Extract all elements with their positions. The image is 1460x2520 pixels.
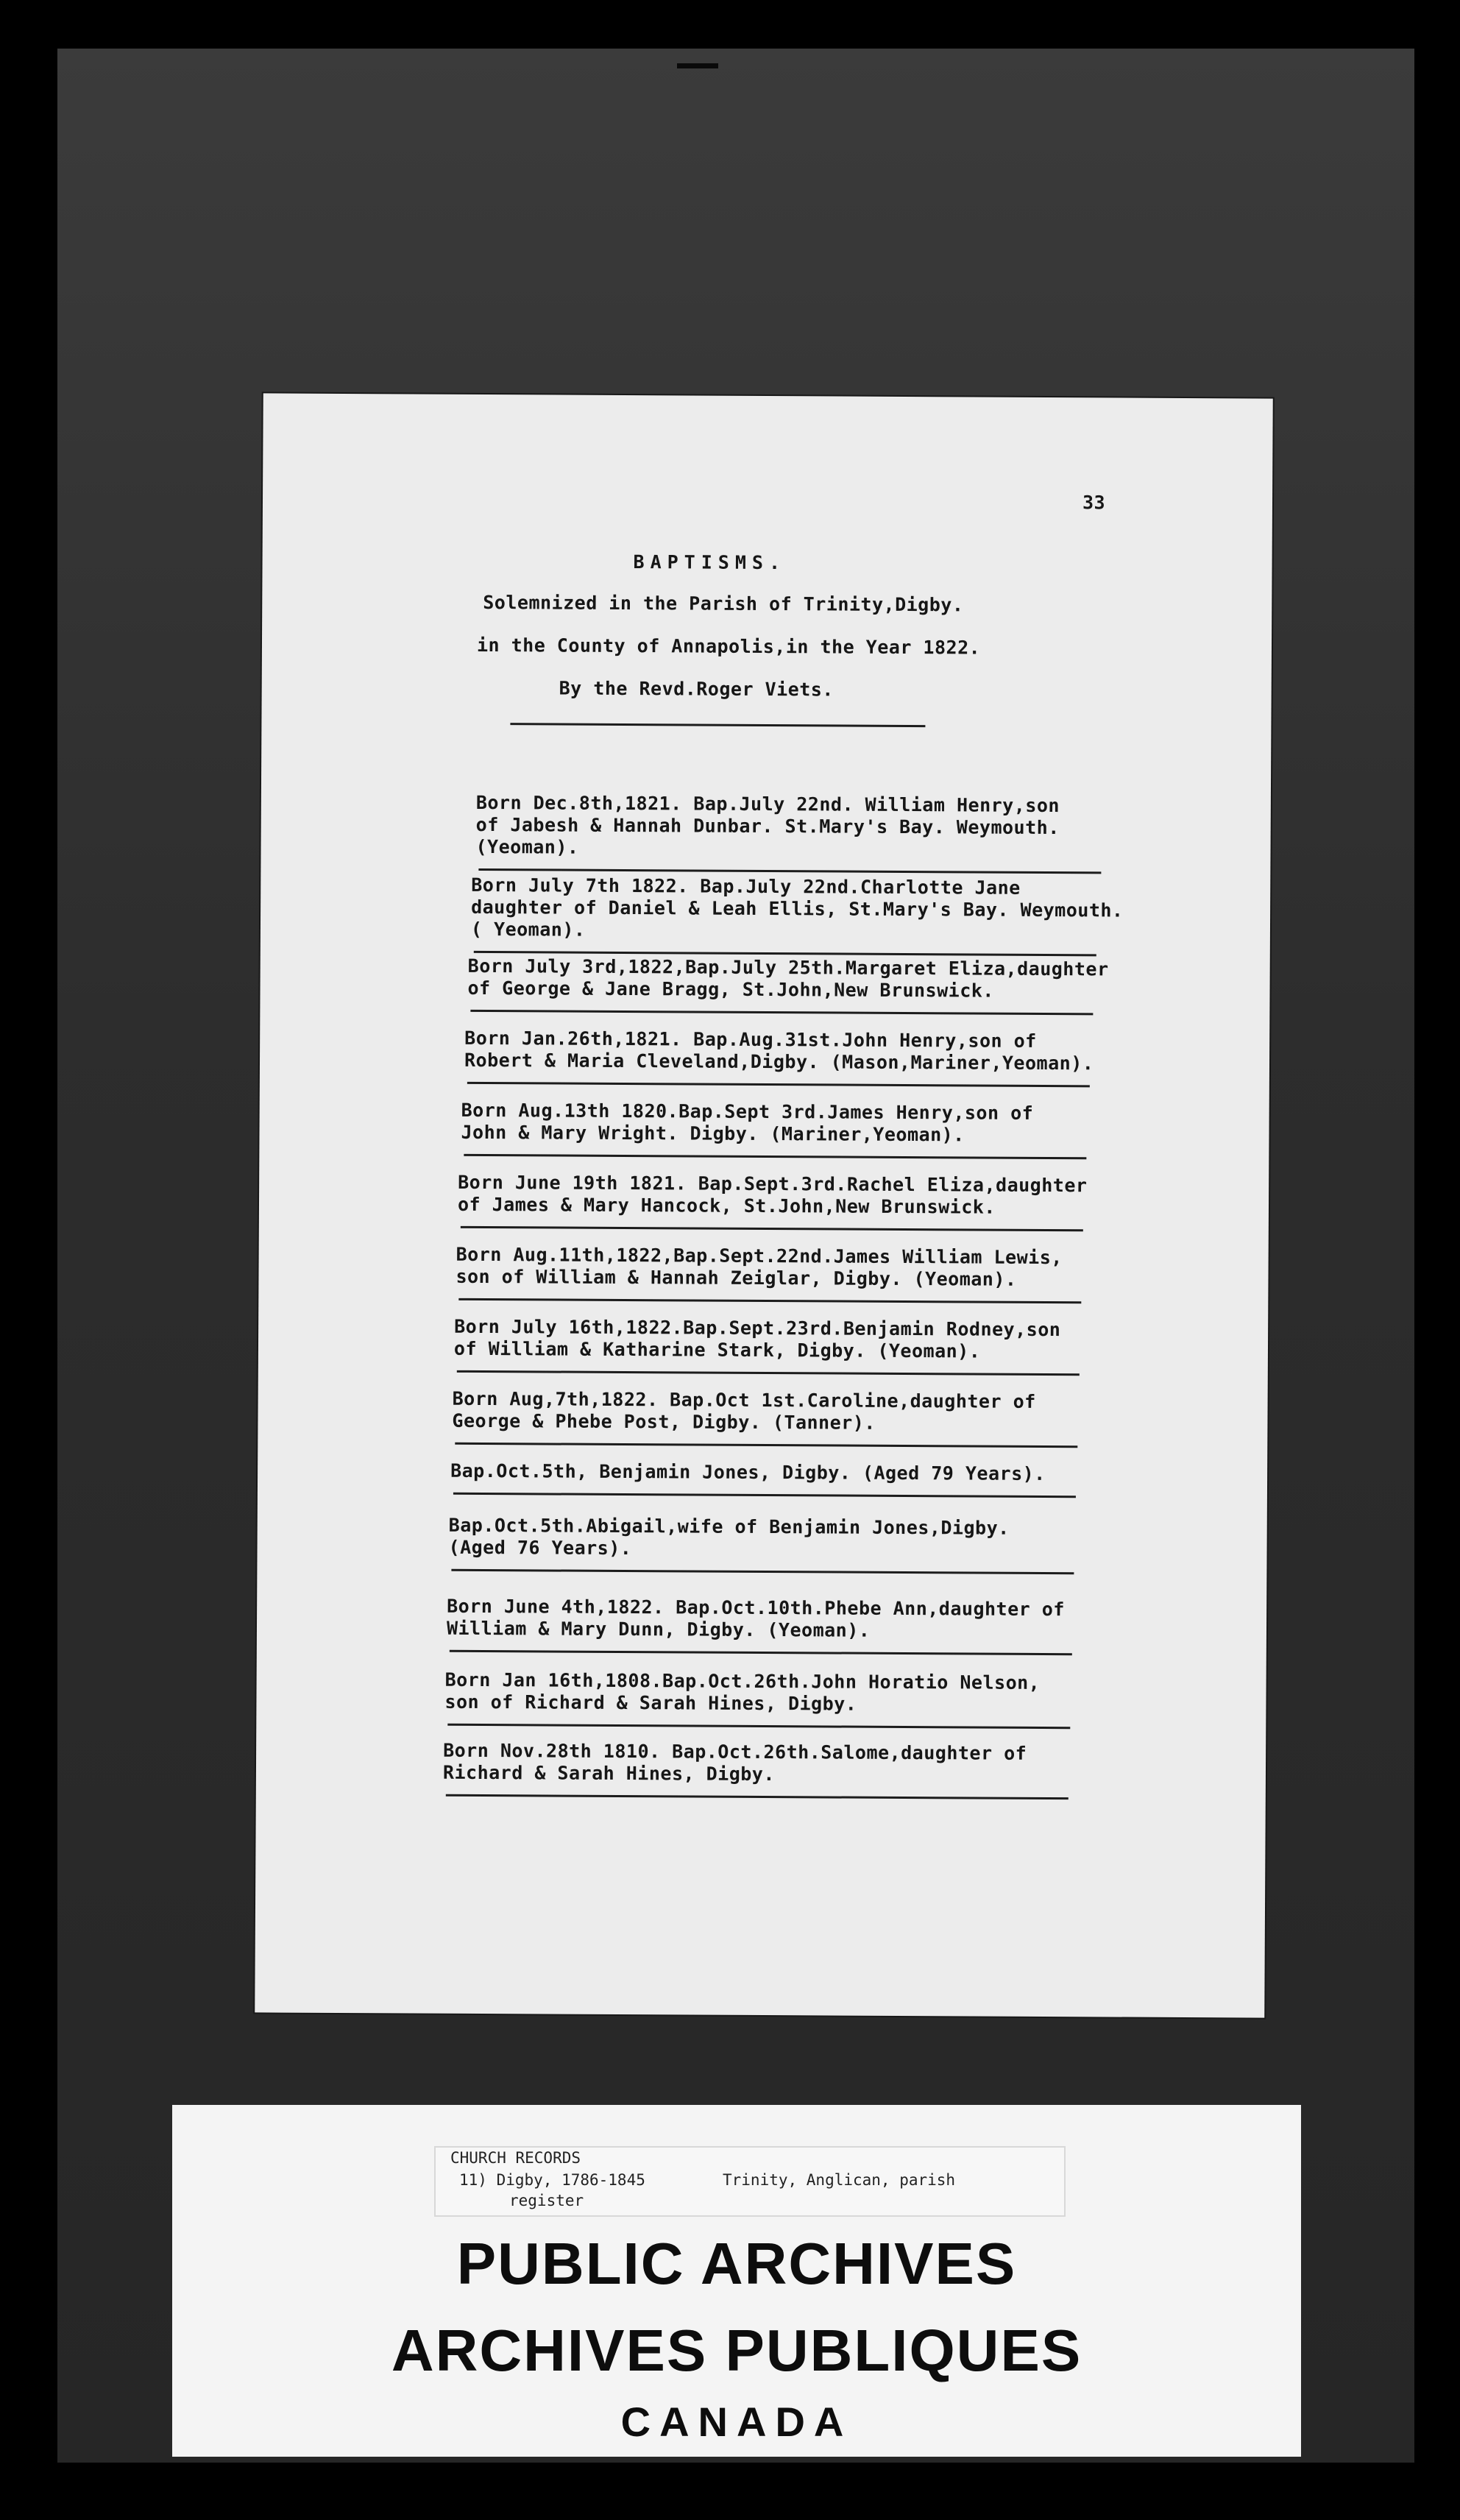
register-subtitle-county: in the County of Annapolis,in the Year 1822. (476, 634, 981, 659)
baptism-entry (450, 1460, 1046, 1485)
entry-line: of George & Jane Bragg, St.John,New Brunswick. (467, 977, 994, 1002)
entry-line: son of William & Hannah Zeiglar, Digby. (Yeoman). (456, 1265, 1017, 1290)
catalog-description: Trinity, Anglican, parish (723, 2171, 956, 2189)
baptism-entry (452, 1388, 1035, 1435)
film-notch (677, 63, 718, 68)
baptism-entry (458, 1172, 1088, 1219)
entry-separator-rule (470, 1010, 1093, 1015)
entry-line: Born Jan.26th,1821. Bap.Aug.31st.John Henry,son of (464, 1027, 1037, 1052)
entry-line: William & Mary Dunn, Digby. (Yeoman). (446, 1617, 871, 1641)
register-subtitle-minister: By the Revd.Roger Viets. (559, 677, 834, 701)
heading-rule (510, 723, 925, 727)
baptism-entry (456, 1244, 1063, 1291)
entry-separator-rule (455, 1443, 1077, 1448)
entry-line: Bap.Oct.5th.Abigail,wife of Benjamin Jones,Digby. (448, 1514, 1010, 1539)
entry-line: Robert & Maria Cleveland,Digby. (Mason,Mariner,Yeoman). (464, 1049, 1094, 1075)
entry-separator-rule (461, 1226, 1083, 1231)
archive-banner-country: CANADA (620, 2399, 853, 2445)
entry-line: Bap.Oct.5th, Benjamin Jones, Digby. (Aged 79 Years). (450, 1459, 1046, 1485)
baptism-entry (443, 1740, 1027, 1787)
entry-line: Born Aug,7th,1822. Bap.Oct 1st.Caroline,daughter of (452, 1387, 1036, 1412)
entry-separator-rule (447, 1724, 1070, 1729)
baptism-entry (471, 874, 1124, 944)
catalog-description-cont: register (509, 2192, 584, 2209)
baptism-entry (475, 792, 1060, 861)
catalog-card (434, 2146, 1066, 2217)
baptism-entry (464, 1027, 1094, 1075)
entry-line: of James & Mary Hancock, St.John,New Brunswick. (457, 1193, 996, 1218)
baptism-entry (444, 1669, 1040, 1716)
entry-line: of Jabesh & Hannah Dunbar. St.Mary's Bay. Weymouth. (475, 813, 1060, 839)
entry-line: Born Aug.13th 1820.Bap.Sept 3rd.James Henry,son of (461, 1099, 1034, 1124)
entry-line: Born Nov.28th 1810. Bap.Oct.26th.Salome,daughter of (443, 1739, 1027, 1764)
entry-separator-rule (464, 1154, 1086, 1159)
catalog-category: CHURCH RECORDS (450, 2149, 581, 2167)
register-heading: BAPTISMS. (633, 551, 787, 574)
register-subtitle-parish: Solemnized in the Parish of Trinity,Digby. (483, 591, 964, 616)
entry-line: Born July 16th,1822.Bap.Sept.23rd.Benjamin Rodney,son (454, 1315, 1061, 1341)
entry-line: of William & Katharine Stark, Digby. (Yeoman). (453, 1337, 981, 1362)
entry-separator-rule (458, 1298, 1081, 1303)
archive-banner-english: PUBLIC ARCHIVES (456, 2231, 1017, 2296)
register-page (255, 393, 1273, 2017)
page-number: 33 (1082, 492, 1106, 514)
entry-line: George & Phebe Post, Digby. (Tanner). (452, 1409, 876, 1434)
entry-line: Born July 3rd,1822,Bap.July 25th.Margaret Eliza,daughter (467, 955, 1109, 980)
entry-line: Richard & Sarah Hines, Digby. (442, 1761, 776, 1785)
entry-line: (Aged 76 Years). (448, 1536, 632, 1560)
entry-separator-rule (446, 1794, 1069, 1799)
entry-separator-rule (467, 1082, 1090, 1087)
entry-separator-rule (450, 1650, 1072, 1655)
catalog-reference: 11) Digby, 1786-1845 (459, 2171, 645, 2189)
entry-line: daughter of Daniel & Leah Ellis, St.Mary's Bay. Weymouth. (471, 896, 1124, 921)
baptism-entry (454, 1316, 1061, 1363)
baptism-entry (447, 1596, 1065, 1643)
entry-separator-rule (451, 1569, 1074, 1574)
archive-banner-french: ARCHIVES PUBLIQUES (391, 2318, 1082, 2383)
entry-line: Born June 19th 1821. Bap.Sept.3rd.Rachel Eliza,daughter (458, 1171, 1088, 1197)
baptism-entry (461, 1100, 1033, 1147)
entry-line: Born June 4th,1822. Bap.Oct.10th.Phebe Ann,daughter of (447, 1595, 1065, 1621)
entry-line: Born Aug.11th,1822,Bap.Sept.22nd.James William Lewis, (456, 1243, 1063, 1269)
entry-separator-rule (453, 1493, 1076, 1498)
entry-line: John & Mary Wright. Digby. (Mariner,Yeoman). (461, 1121, 965, 1146)
entry-line: ( Yeoman). (470, 918, 586, 941)
entry-line: Born Jan 16th,1808.Bap.Oct.26th.John Horatio Nelson, (444, 1668, 1041, 1693)
baptism-entry (467, 955, 1108, 1003)
entry-separator-rule (478, 868, 1101, 874)
entry-line: (Yeoman). (475, 835, 579, 858)
entry-separator-rule (457, 1370, 1080, 1376)
entry-line: son of Richard & Sarah Hines, Digby. (444, 1691, 857, 1715)
entry-line: Born July 7th 1822. Bap.July 22nd.Charlotte Jane (471, 874, 1021, 899)
entry-line: Born Dec.8th,1821. Bap.July 22nd. William Henry,son (475, 791, 1060, 817)
baptism-entry (448, 1515, 1009, 1562)
